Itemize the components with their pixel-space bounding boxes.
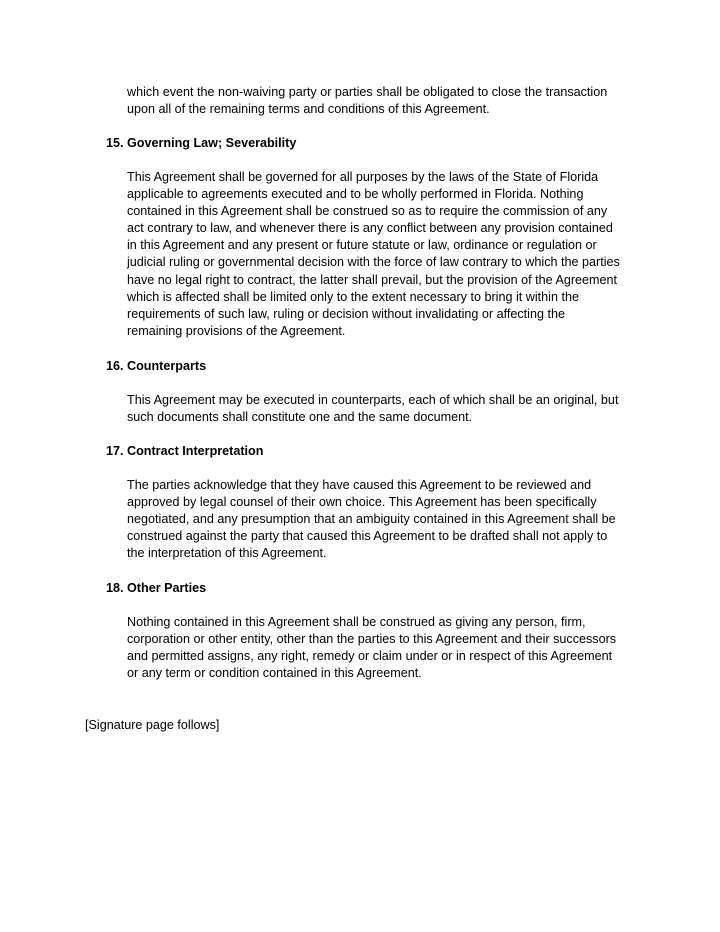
text-line: construed against the party that caused this Agreement to be drafted shall not apply to [127, 529, 608, 544]
text-line: applicable to agreements executed and to be wholly performed in Florida. Nothing [127, 187, 584, 202]
section-16-heading: 16. Counterparts [106, 359, 207, 373]
text-line: act contrary to law, and whenever there is any conflict between any provision contained [127, 221, 613, 236]
text-line: This Agreement shall be governed for all purposes by the laws of the State of Florida [127, 170, 599, 184]
text-line: requirements of such law, ruling or decision without invalidating or affecting the [127, 306, 565, 321]
text-line: approved by legal counsel of their own choice. This Agreement has been specifically [127, 495, 597, 510]
section-18-paragraph [127, 614, 616, 682]
text-line: negotiated, and any presumption that an ambiguity contained in this Agreement shall be [127, 512, 616, 527]
text-line: judicial ruling or governmental decision with the force of law contrary to which the parties [127, 255, 620, 270]
text-line: contained in this Agreement shall be construed so as to require the commission of any [127, 204, 608, 219]
text-line: in this Agreement and any present or future statute or law, ordinance or regulation or [127, 238, 597, 253]
text-line: corporation or other entity, other than the parties to this Agreement and their successors [127, 632, 617, 647]
text-line: which is affected shall be limited only to the extent necessary to bring it within the [127, 289, 579, 304]
text-line: and permitted assigns, any right, remedy or claim under or in respect of this Agreement [127, 649, 613, 664]
text-line: The parties acknowledge that they have caused this Agreement to be reviewed and [127, 478, 592, 492]
signature-page-note: [Signature page follows] [85, 718, 220, 732]
section-18-heading: 18. Other Parties [106, 581, 207, 595]
section-17-heading: 17. Contract Interpretation [106, 444, 264, 458]
section-15-paragraph [127, 169, 620, 340]
text-line: remaining provisions of the Agreement. [127, 323, 346, 338]
text-line: This Agreement may be executed in counterparts, each of which shall be an original, but [127, 393, 619, 407]
text-line: the interpretation of this Agreement. [127, 546, 327, 561]
continuation-paragraph [127, 84, 607, 118]
text-line: Nothing contained in this Agreement shall be construed as giving any person, firm, [127, 615, 586, 629]
text-line: have no legal right to contract, the latter shall prevail, but the provision of the Agreement [127, 272, 618, 287]
section-16-paragraph [127, 392, 618, 426]
text-line: or any term or condition contained in this Agreement. [127, 666, 422, 681]
text-line: upon all of the remaining terms and conditions of this Agreement. [127, 102, 490, 117]
text-line: such documents shall constitute one and the same document. [127, 410, 473, 425]
section-15-heading: 15. Governing Law; Severability [106, 136, 297, 150]
section-17-paragraph [127, 477, 616, 562]
text-line: which event the non-waiving party or parties shall be obligated to close the transaction [127, 85, 608, 99]
